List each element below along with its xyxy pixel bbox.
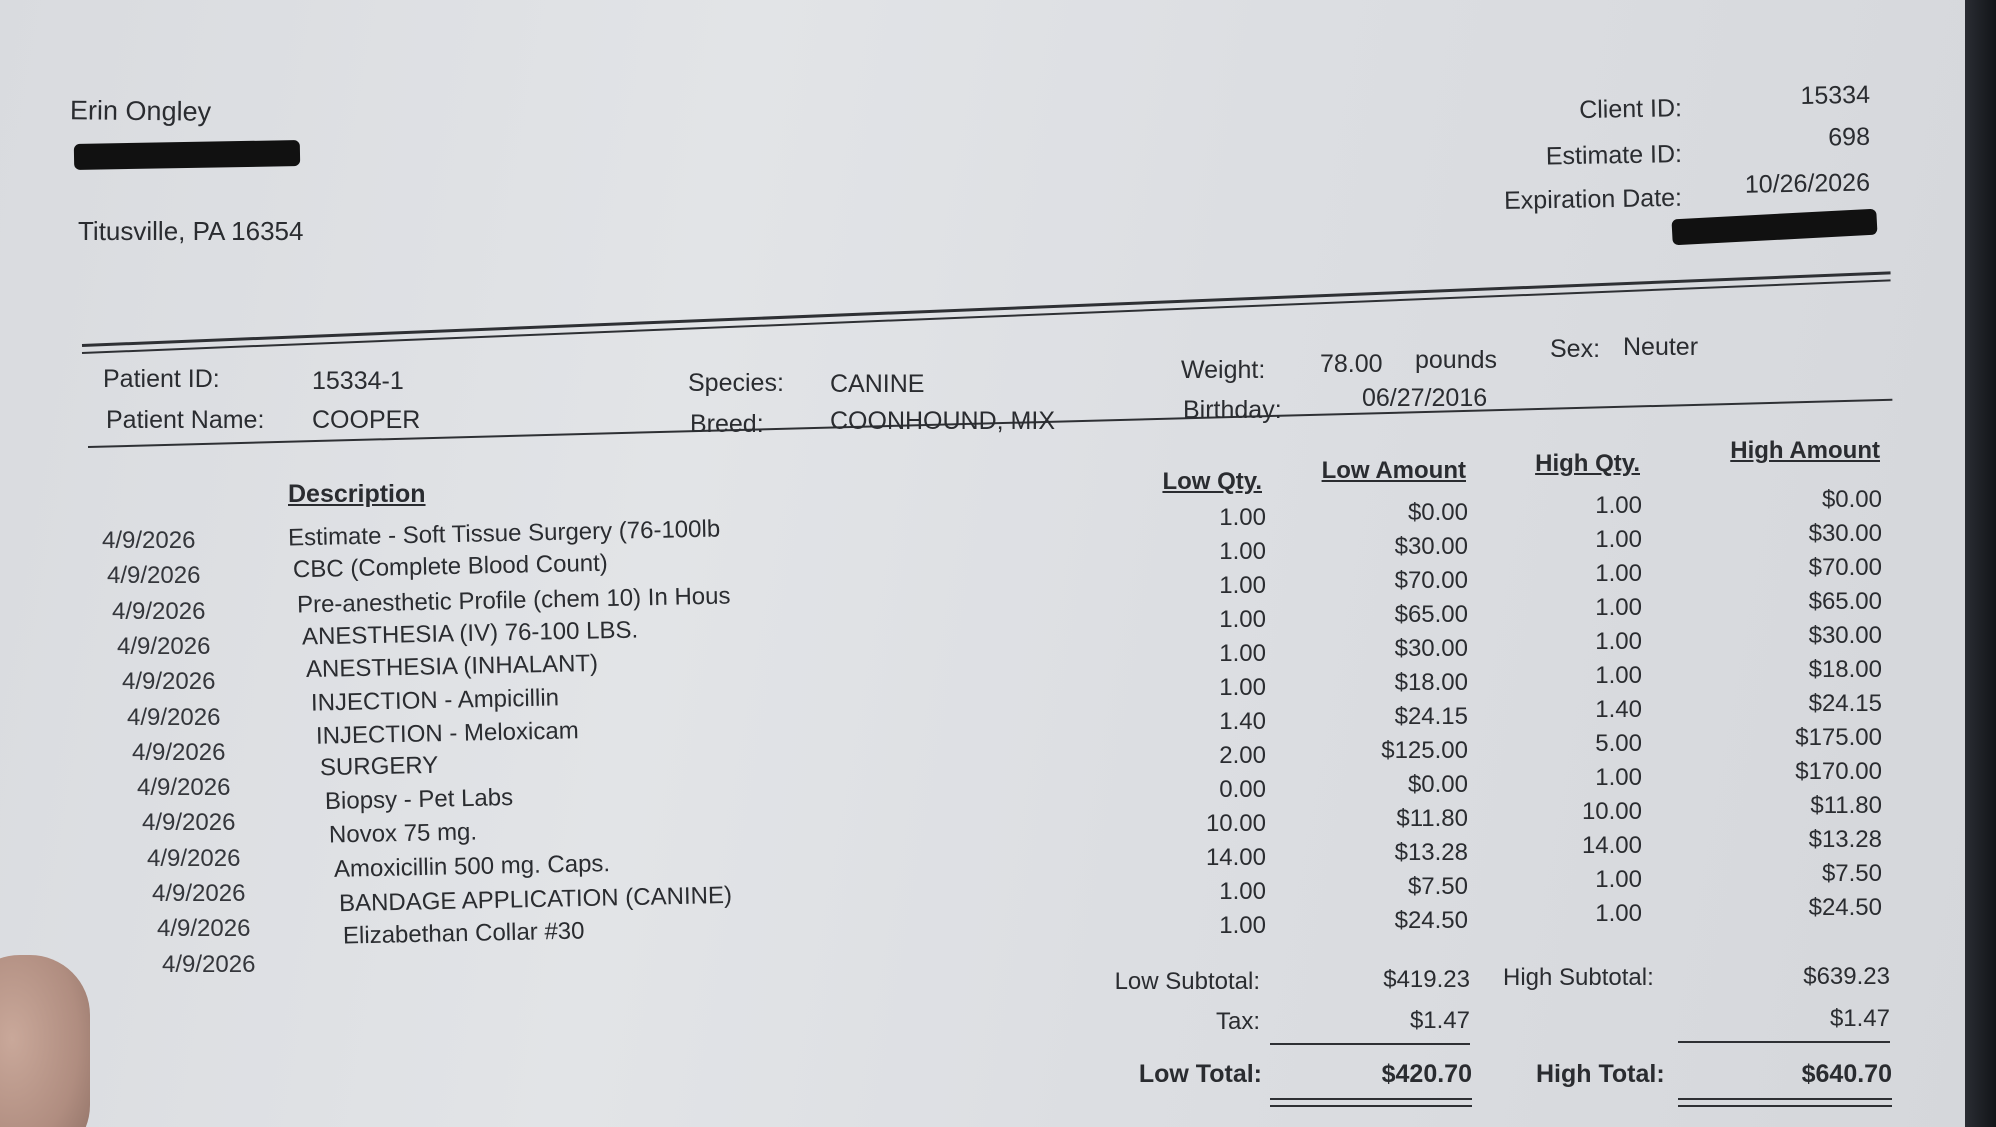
low-total-rule-2 [1270,1105,1472,1107]
estimate-id-value: 698 [1828,122,1871,152]
line-item-date: 4/9/2026 [102,527,196,554]
low-subtotal-value: $419.23 [1383,966,1470,993]
line-item-description: Estimate - Soft Tissue Surgery (76-100lb [287,515,721,552]
low-total-value: $420.70 [1381,1060,1472,1088]
high-subtotal-label: High Subtotal: [1503,964,1654,991]
expiration-date: 10/26/2026 [1744,168,1871,199]
breed-label: Breed: [690,410,764,438]
line-item-low-qty: 1.00 [1219,538,1266,565]
redacted-id-line [1671,209,1877,246]
line-item-description: Biopsy - Pet Labs [324,784,514,816]
line-item-low-qty: 1.00 [1219,606,1266,633]
col-header-low-qty: Low Qty. [1162,468,1262,495]
low-tax-value: $1.47 [1409,1007,1470,1034]
line-item-high-qty: 1.00 [1595,662,1642,689]
line-item-low-amount: $24.50 [1394,907,1468,934]
low-total-rule-1 [1270,1098,1472,1100]
line-item-high-amount: $65.00 [1808,588,1882,615]
line-item-low-amount: $0.00 [1407,771,1468,798]
line-item-date: 4/9/2026 [112,597,206,625]
high-tax-value: $1.47 [1829,1005,1890,1032]
line-item-date: 4/9/2026 [137,774,231,802]
high-total-label: High Total: [1536,1060,1665,1088]
low-total-label: Low Total: [1138,1060,1262,1088]
redacted-address [74,140,300,170]
line-item-date: 4/9/2026 [142,809,236,837]
line-item-low-qty: 2.00 [1219,742,1266,769]
line-item-low-amount: $18.00 [1394,669,1468,696]
line-item-description: INJECTION - Ampicillin [310,683,560,717]
line-item-high-qty: 1.00 [1595,628,1642,655]
line-item-date: 4/9/2026 [147,844,241,872]
species-value: CANINE [830,370,925,398]
line-item-low-qty: 1.00 [1219,640,1266,667]
client-city-state-zip: Titusville, PA 16354 [78,216,304,246]
line-item-high-qty: 1.00 [1595,492,1642,519]
high-total-value: $640.70 [1801,1060,1892,1088]
line-item-low-qty: 1.00 [1219,504,1266,531]
line-item-low-amount: $65.00 [1394,601,1468,628]
breed-value: COONHOUND, MIX [830,407,1055,435]
line-item-low-qty: 1.00 [1219,878,1266,905]
line-item-low-amount: $7.50 [1407,873,1468,900]
weight-unit: pounds [1415,346,1498,374]
weight-value: 78.00 [1320,350,1383,378]
line-item-date: 4/9/2026 [127,703,221,731]
line-item-low-amount: $24.15 [1394,703,1468,730]
high-total-rule-2 [1678,1105,1892,1107]
line-item-high-qty: 5.00 [1595,730,1642,757]
line-item-high-amount: $18.00 [1808,656,1882,683]
species-label: Species: [688,369,784,397]
line-item-high-amount: $7.50 [1821,860,1882,887]
patient-id-value: 15334-1 [312,367,404,395]
high-total-rule-1 [1678,1098,1892,1100]
line-item-low-qty: 1.00 [1219,572,1266,599]
line-item-low-qty: 1.00 [1219,674,1266,701]
line-item-high-amount: $11.80 [1810,792,1882,819]
low-subtotal-label: Low Subtotal: [1114,968,1260,995]
estimate-id-label: Estimate ID: [1545,140,1683,171]
line-item-high-amount: $175.00 [1795,724,1882,751]
line-item-high-qty: 1.00 [1595,900,1642,927]
line-item-description: ANESTHESIA (INHALANT) [306,650,599,684]
line-item-date: 4/9/2026 [162,950,256,978]
line-item-high-amount: $30.00 [1808,622,1882,649]
line-item-high-amount: $0.00 [1821,486,1882,513]
line-item-description: Novox 75 mg. [329,818,478,849]
line-item-high-amount: $24.15 [1808,690,1882,717]
sex-value: Neuter [1623,333,1699,361]
header-rule-top-2 [82,279,1891,354]
line-item-low-amount: $30.00 [1394,533,1468,560]
line-item-date: 4/9/2026 [117,632,211,660]
line-item-description: ANESTHESIA (IV) 76-100 LBS. [301,616,639,651]
line-item-low-amount: $0.00 [1407,499,1468,526]
line-item-low-amount: $70.00 [1394,567,1468,594]
line-item-description: CBC (Complete Blood Count) [292,550,608,584]
birthday-value: 06/27/2016 [1362,384,1488,412]
line-item-date: 4/9/2026 [122,668,216,696]
thumb-edge [0,955,90,1127]
line-item-description: SURGERY [319,751,439,782]
line-item-date: 4/9/2026 [132,738,226,766]
line-item-description: Pre-anesthetic Profile (chem 10) In Hous [296,582,731,619]
client-name: Erin Ongley [69,95,212,127]
line-item-high-amount: $13.28 [1808,826,1882,853]
tax-label: Tax: [1215,1008,1260,1035]
line-item-high-amount: $24.50 [1808,894,1882,921]
line-item-description: Amoxicillin 500 mg. Caps. [333,850,611,883]
line-item-low-qty: 14.00 [1205,844,1266,871]
client-id-label: Client ID: [1578,94,1683,125]
line-item-high-qty: 1.40 [1595,696,1642,723]
line-item-date: 4/9/2026 [152,880,246,907]
line-item-high-qty: 1.00 [1595,526,1642,553]
expiration-label: Expiration Date: [1503,183,1683,215]
patient-name-value: COOPER [312,406,421,434]
line-item-date: 4/9/2026 [157,915,251,943]
col-header-high-amount: High Amount [1730,437,1880,464]
high-subtotal-value: $639.23 [1803,963,1890,990]
line-item-low-qty: 10.00 [1205,810,1266,837]
line-item-high-qty: 10.00 [1581,798,1642,825]
line-item-low-amount: $30.00 [1394,635,1468,662]
line-item-high-qty: 1.00 [1595,560,1642,587]
line-item-description: Elizabethan Collar #30 [342,917,585,950]
line-item-low-qty: 1.40 [1219,708,1266,735]
line-item-low-amount: $13.28 [1394,839,1468,866]
line-item-high-amount: $70.00 [1808,554,1882,581]
patient-id-label: Patient ID: [103,365,220,393]
col-header-description: Description [288,480,426,508]
line-item-high-amount: $30.00 [1808,520,1882,547]
patient-name-label: Patient Name: [106,406,265,434]
line-item-high-qty: 1.00 [1595,764,1642,791]
line-item-description: BANDAGE APPLICATION (CANINE) [338,882,732,918]
birthday-label: Birthday: [1183,396,1282,424]
line-item-high-amount: $170.00 [1795,758,1882,785]
line-item-high-qty: 1.00 [1595,594,1642,621]
col-header-high-qty: High Qty. [1535,450,1640,477]
line-item-low-amount: $125.00 [1381,737,1468,764]
col-header-low-amount: Low Amount [1321,457,1466,484]
line-item-date: 4/9/2026 [107,562,201,590]
line-item-high-qty: 1.00 [1595,866,1642,893]
background-edge [1965,0,1996,1127]
line-item-description: INJECTION - Meloxicam [315,717,579,750]
line-item-low-qty: 1.00 [1219,912,1266,939]
low-tax-rule [1270,1043,1470,1045]
header-rule-top [82,271,1891,347]
client-id-value: 15334 [1800,80,1871,110]
sex-label: Sex: [1550,335,1601,363]
weight-label: Weight: [1181,356,1266,384]
line-item-low-amount: $11.80 [1396,805,1468,832]
line-item-high-qty: 14.00 [1581,832,1642,859]
line-item-low-qty: 0.00 [1219,776,1266,803]
high-tax-rule [1678,1041,1890,1043]
